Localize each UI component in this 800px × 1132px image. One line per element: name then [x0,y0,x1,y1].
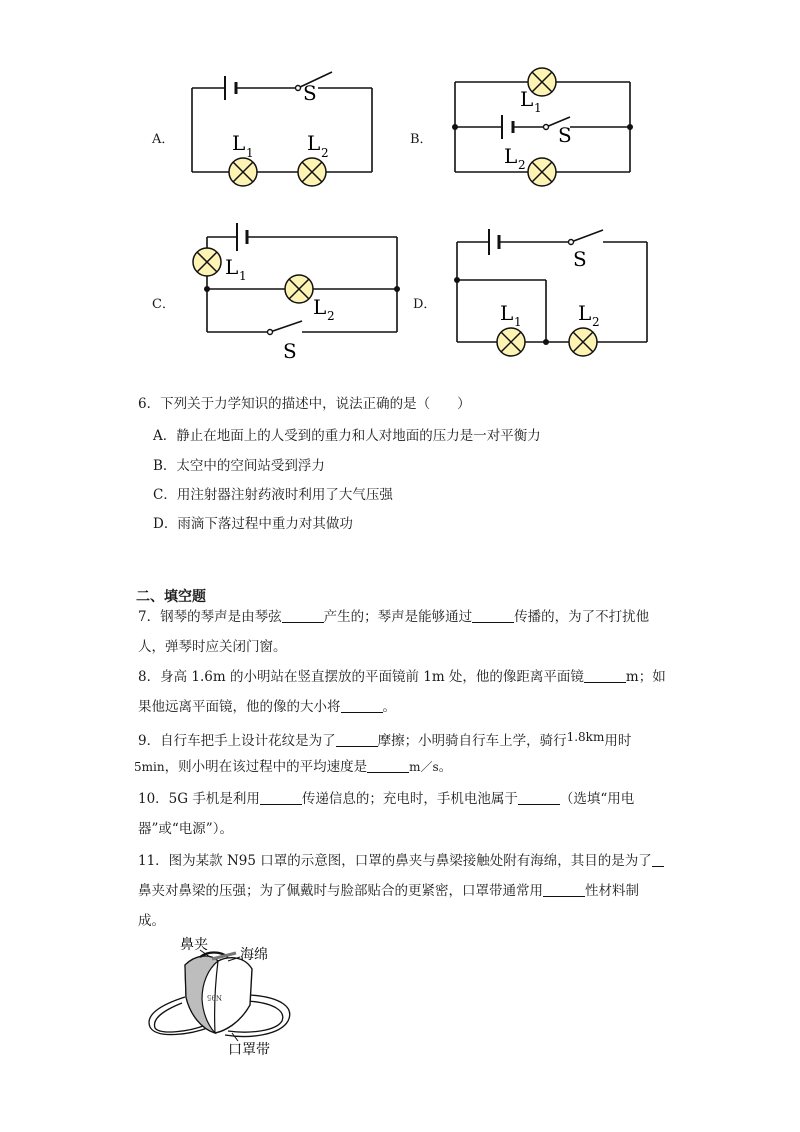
answer-blank[interactable] [282,608,324,623]
nose-clip-label: 鼻夹 [180,937,208,953]
question-8-line-1 [138,667,666,687]
section-title: 二、填空题 [136,589,206,605]
option-b-label: B． [410,132,433,147]
answer-blank[interactable] [472,608,514,623]
question-8-line-2 [138,697,396,717]
question-8-text: m；如 [625,669,666,685]
question-6-stem: 6．下列关于力学知识的描述中，说法正确的是（ ） [138,396,471,412]
answer-blank[interactable] [518,790,560,805]
question-9-text: ，则小明在该过程中的平均速度是 [164,759,368,775]
lamp2-subscript: 2 [327,309,335,323]
question-9-text: 。 [438,759,453,775]
sponge-label: 海绵 [240,947,268,963]
switch-label: S [283,339,297,363]
question-6-option-c: C．用注射器注射药液时利用了大气压强 [153,487,393,503]
lamp1-subscript: 1 [514,315,522,329]
answer-blank[interactable] [543,882,585,897]
answer-blank[interactable] [367,758,409,773]
question-6-option-a: A．静止在地面上的人受到的重力和人对地面的压力是一对平衡力 [153,428,541,444]
option-d-label: D． [413,297,437,312]
lamp-icon [569,328,597,356]
question-6-option-d: D．雨滴下落过程中重力对其做功 [153,516,353,532]
question-9-text: 用时 [604,733,632,749]
lamp-icon [497,328,525,356]
question-9-line-1 [138,727,631,751]
switch-label: S [303,81,317,105]
option-c-label: C． [152,297,175,312]
lamp2-label: L [313,295,327,319]
question-11-text: 性材料制 [585,883,639,899]
lamp2-label: L [504,144,518,168]
answer-blank[interactable] [341,698,383,713]
lamp2-subscript: 2 [321,146,329,160]
question-8-text: 。 [382,699,396,715]
lamp2-label: L [578,301,592,325]
question-11-text: 鼻夹对鼻梁的压强；为了佩戴时与脸部贴合的更紧密，口罩带通常用 [138,883,543,899]
switch-label: S [573,247,587,271]
mask-printed-text: N95 [206,993,222,1001]
lamp2-subscript: 2 [592,315,600,329]
question-7-text: 7．钢琴的琴声是由琴弦 [138,609,282,625]
question-11-line-3: 成。 [138,913,165,929]
circuit-diagram-c [185,215,410,365]
question-7-line-1 [138,607,649,627]
lamp1-subscript: 1 [246,146,254,160]
question-11-text: 11．图为某款 N95 口罩的示意图，口罩的鼻夹与鼻梁接触处附有海绵，其目的是为了 [138,853,652,869]
question-10-line-2: 器”或“电源”）。 [138,821,233,837]
question-11-line-2 [138,881,639,901]
answer-blank[interactable] [652,852,664,867]
question-7-text: 传播的，为了不打扰他 [514,609,650,625]
answer-blank[interactable] [336,732,378,747]
lamp1-subscript: 1 [239,269,247,283]
lamp1-label: L [520,87,534,111]
question-9-text: 摩擦；小明骑自行车上学，骑行 [377,733,567,749]
n95-mask-figure [140,935,300,1065]
question-7-line-2: 人，弹琴时应关闭门窗。 [138,639,287,655]
lamp-icon [285,275,313,303]
strap-label: 口罩带 [228,1042,270,1058]
circuit-diagram-b [440,60,650,195]
distance-value: 1.8km [566,730,605,744]
circuit-diagram-a [180,60,390,190]
speed-unit: m／s [409,760,439,774]
question-8-text: 果他远离平面镜，他的像的大小将 [138,699,341,715]
question-9-text: 9．自行车把手上设计花纹是为了 [138,733,336,749]
answer-blank[interactable] [260,790,302,805]
time-value: 5min [134,760,165,774]
lamp-icon [298,158,326,186]
question-8-text: 8．身高 1.6m 的小明站在竖直摆放的平面镜前 1m 处，他的像距离平面镜 [138,669,584,685]
lamp-icon [229,158,257,186]
question-9-line-2 [134,757,452,777]
lamp1-label: L [232,131,246,155]
question-6-option-b: B．太空中的空间站受到浮力 [153,458,325,474]
question-10-text: 10．5G 手机是利用 [138,791,260,807]
answer-blank[interactable] [584,668,626,683]
lamp-icon [528,158,556,186]
lamp2-subscript: 2 [518,158,526,172]
question-10-text: （选填“用电 [559,791,635,807]
question-11-line-1 [138,851,664,871]
question-10-text: 传递信息的；充电时，手机电池属于 [301,791,518,807]
lamp-icon [193,248,221,276]
question-10-line-1 [138,789,634,809]
lamp2-label: L [307,131,321,155]
option-a-label: A． [152,132,175,147]
circuit-diagram-d [445,220,660,365]
lamp1-subscript: 1 [534,101,542,115]
switch-label: S [558,123,572,147]
question-7-text: 产生的；琴声是能够通过 [323,609,473,625]
lamp1-label: L [225,255,239,279]
lamp1-label: L [500,301,514,325]
